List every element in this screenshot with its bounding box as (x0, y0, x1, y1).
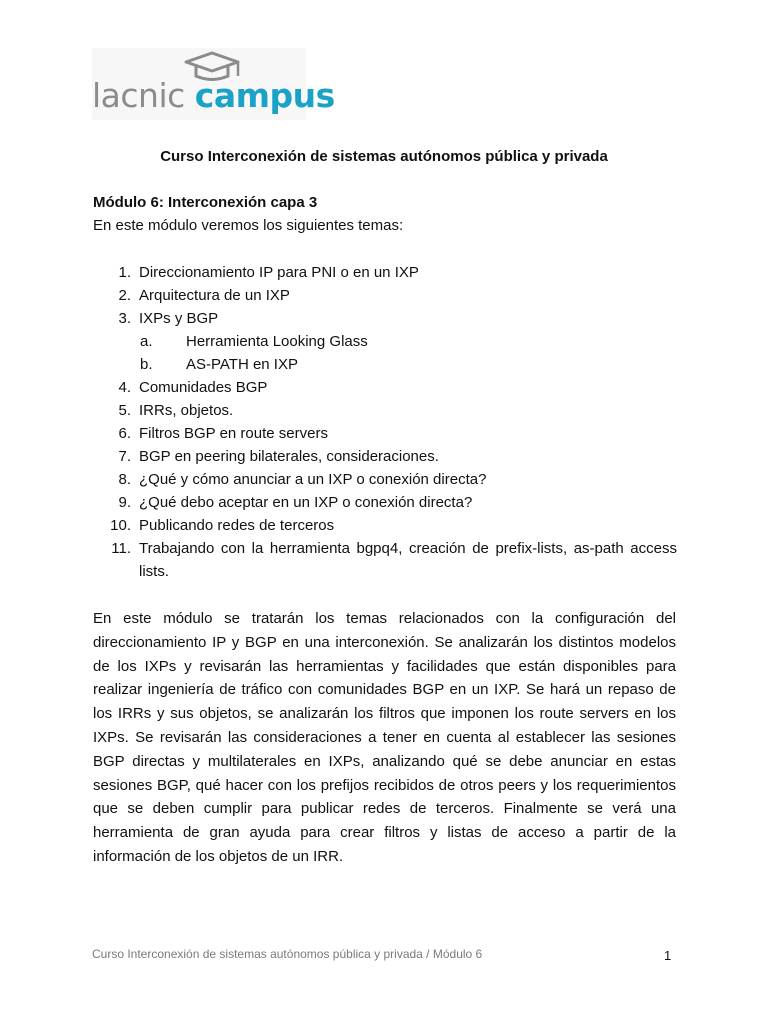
module-title: Módulo 6: Interconexión capa 3 (93, 194, 318, 211)
list-item-text: AS-PATH en IXP (186, 356, 298, 373)
list-item-text: ¿Qué debo aceptar en un IXP o conexión directa? (139, 494, 473, 511)
list-item-text: ¿Qué y cómo anunciar a un IXP o conexión directa? (139, 471, 487, 488)
logo-wordmark (92, 76, 335, 116)
list-item-letter: a. (140, 333, 153, 350)
list-item (0, 445, 768, 468)
list-item-number: 2. (118, 287, 131, 304)
document-title: Curso Interconexión de sistemas autónomos pública y privada (160, 148, 608, 165)
list-item (0, 307, 768, 330)
list-item-number: 10. (110, 517, 131, 534)
list-item-text: Filtros BGP en route servers (139, 425, 328, 442)
list-item (0, 491, 768, 514)
list-item-number: 7. (118, 448, 131, 465)
module-description-paragraph: En este módulo se tratarán los temas relacionados con la configuración del direccionamiento IP y BGP en una interconexión. Se analizarán los distintos modelos de los IXPs y revisarán las herramientas y facilidades que están disponibles para realizar ingeniería de tráfico con comunidades BGP en un IXP. Se hará un repaso de los IRRs y sus objetos, se analizarán los filtros que imponen los route servers en los IXPs. Se revisarán las consideraciones a tener en cuenta al establecer las sesiones BGP directas y multilaterales en IXPs, analizando qué se debe anunciar en estas sesiones BGP, qué hacer con los prefijos recibidos de otros peers y los requerimientos que se deben cumplir para publicar redes de terceros. Finalmente se verá una herramienta de gran ayuda para crear filtros y listas de acceso a partir de la información de los objetos de un IRR. (93, 610, 676, 865)
list-item-text: Direccionamiento IP para PNI o en un IXP (139, 264, 419, 281)
list-item-number: 8. (118, 471, 131, 488)
list-item (0, 468, 768, 491)
list-item-text: Comunidades BGP (139, 379, 268, 396)
list-item-text: Trabajando con la herramienta bgpq4, creación de prefix-lists, as-path access lists. (139, 540, 677, 580)
list-item (0, 284, 768, 307)
list-item-number: 5. (118, 402, 131, 419)
list-item-text: Herramienta Looking Glass (186, 333, 368, 350)
page-number: 1 (664, 948, 672, 963)
list-item-text: IXPs y BGP (139, 310, 219, 327)
list-item (0, 422, 768, 445)
list-item (0, 537, 768, 583)
logo-lacnic-text: lacnic (92, 76, 185, 115)
list-item-text: BGP en peering bilaterales, consideraciones. (139, 448, 439, 465)
list-item-number: 6. (118, 425, 131, 442)
sub-list-item (0, 330, 768, 353)
footer-text: Curso Interconexión de sistemas autónomos pública y privada / Módulo 6 (92, 947, 483, 961)
list-item-number: 1. (118, 264, 131, 281)
lacnic-campus-logo (92, 48, 335, 120)
list-item (0, 376, 768, 399)
list-item (0, 399, 768, 422)
topics-list (0, 261, 768, 583)
list-item-text: IRRs, objetos. (139, 402, 234, 419)
intro-text: En este módulo veremos los siguientes temas: (93, 217, 404, 234)
list-item-number: 4. (118, 379, 131, 396)
list-item (0, 514, 768, 537)
list-item-number: 3. (118, 310, 131, 327)
list-item (0, 261, 768, 284)
list-item-number: 11. (111, 540, 131, 557)
list-item-number: 9. (118, 494, 131, 511)
list-item-letter: b. (140, 356, 153, 373)
sub-list-item (0, 353, 768, 376)
list-item-text: Arquitectura de un IXP (139, 287, 290, 304)
logo-campus-text: campus (194, 76, 335, 115)
list-item-text: Publicando redes de terceros (139, 517, 335, 534)
